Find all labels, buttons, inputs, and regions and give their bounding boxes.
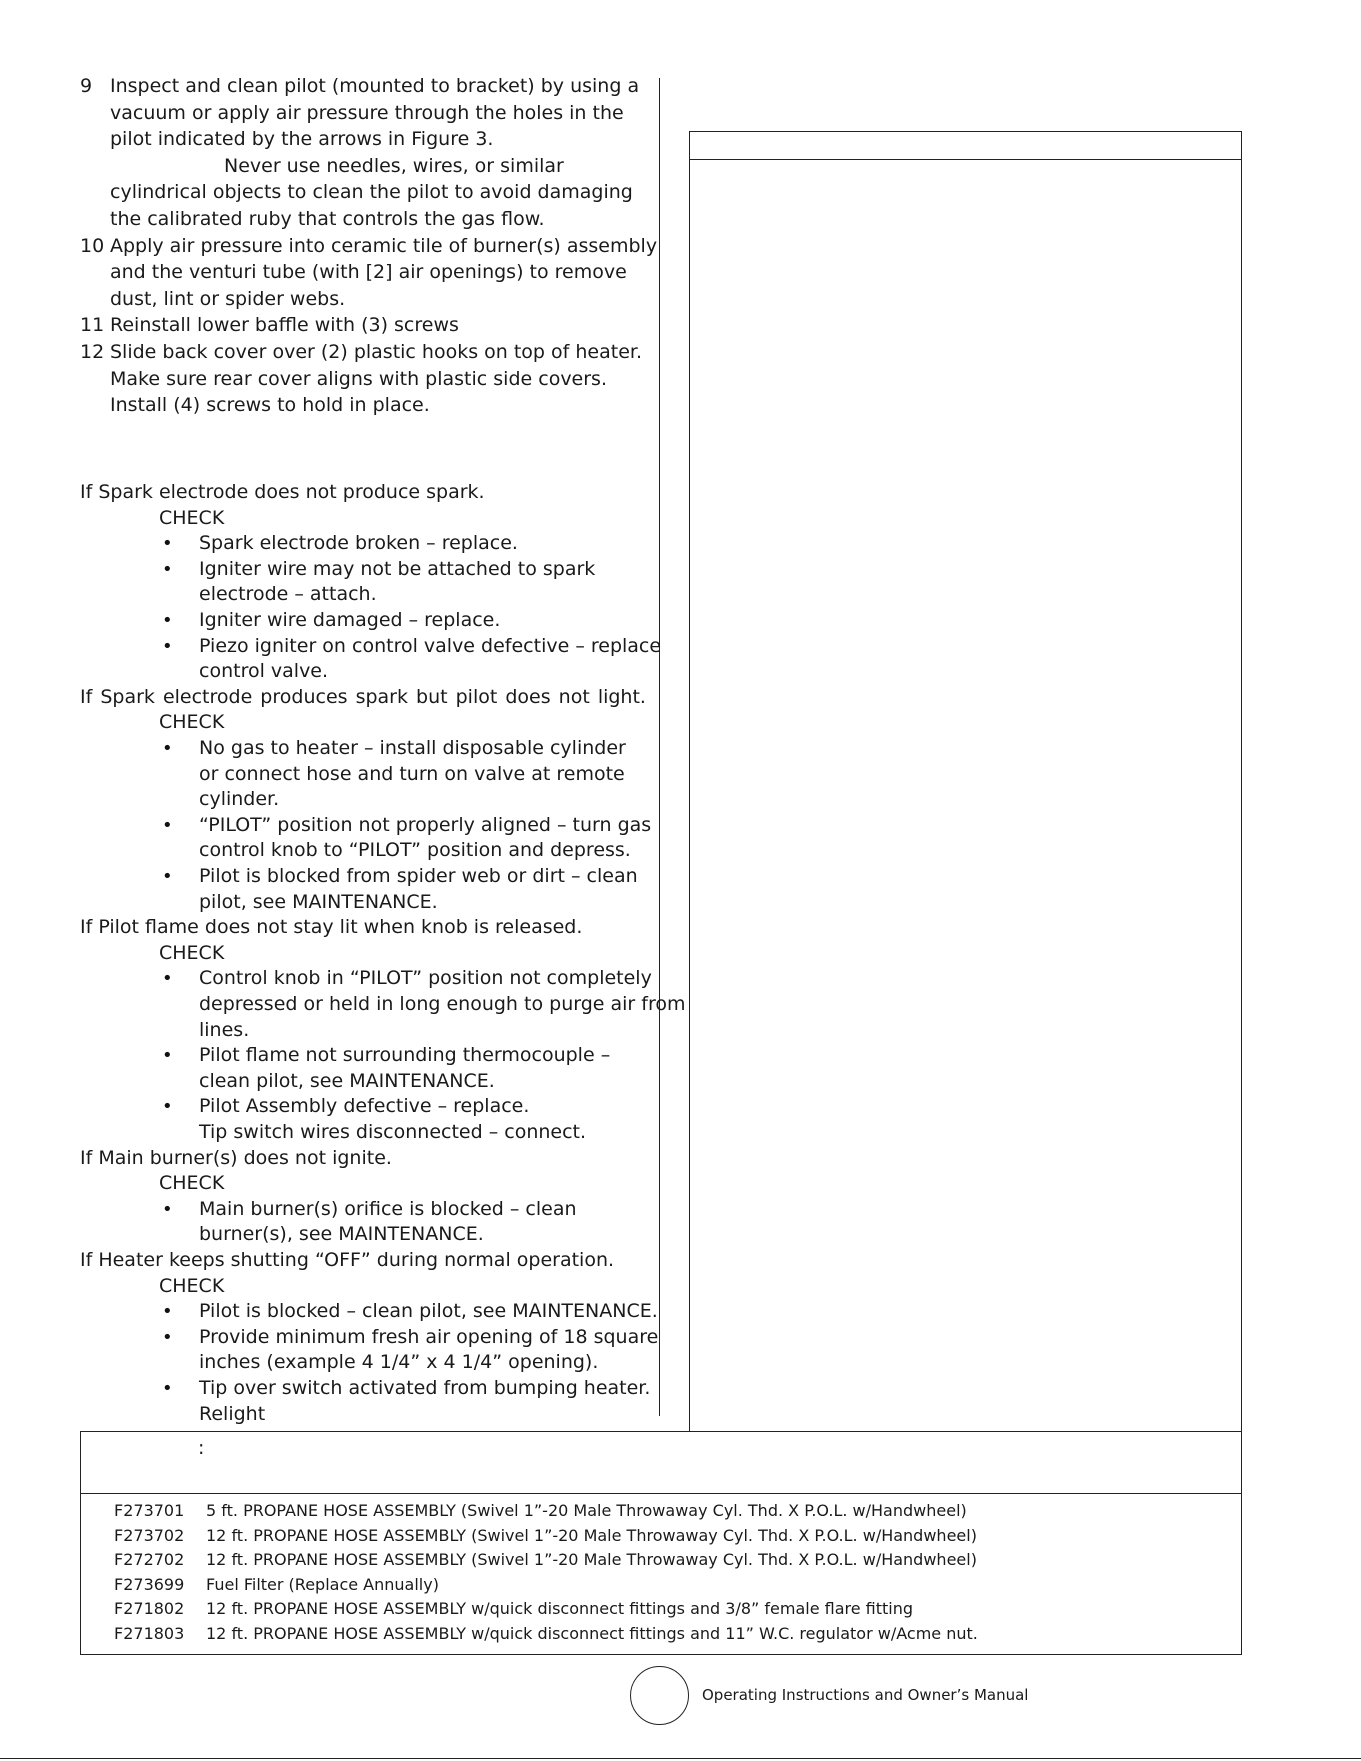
check-item-line: No gas to heater – install disposable cylinder <box>199 737 626 759</box>
check-item-line: Piezo igniter on control valve defective – replace <box>199 634 662 657</box>
part-description: Fuel Filter (Replace Annually) <box>206 1574 439 1594</box>
step-number: 9 <box>80 75 93 97</box>
bullet-icon: • <box>162 533 173 555</box>
right-column-header-rule <box>689 159 1242 160</box>
step-text-line: Slide back cover over (2) plastic hooks on top of heater. <box>110 341 642 363</box>
trouble-condition: If Main burner(s) does not ignite. <box>80 1146 392 1169</box>
part-description: 5 ft. PROPANE HOSE ASSEMBLY (Swivel 1”-20 Male Throwaway Cyl. Thd. X P.O.L. w/Handwheel) <box>206 1501 967 1520</box>
bullet-icon: • <box>162 1326 173 1348</box>
page-number-circle <box>630 1666 689 1725</box>
step-text-line: the calibrated ruby that controls the gas flow. <box>110 208 545 230</box>
step-text-line: Inspect and clean pilot (mounted to bracket) by using a <box>110 75 640 97</box>
trouble-condition: If Heater keeps shutting “OFF” during normal operation. <box>80 1249 615 1271</box>
part-number: F273702 <box>114 1525 185 1545</box>
check-item-line: electrode – attach. <box>199 583 377 606</box>
parts-header-mark: : <box>198 1437 205 1459</box>
step-text-line: and the venturi tube (with [2] air openings) to remove <box>110 261 627 284</box>
check-label: CHECK <box>159 711 225 734</box>
step-text-line: cylindrical objects to clean the pilot to avoid damaging <box>110 181 633 204</box>
check-item-line: control valve. <box>199 660 329 683</box>
part-description: 12 ft. PROPANE HOSE ASSEMBLY w/quick disconnect fittings and 11” W.C. regulator w/Acme nut. <box>206 1624 978 1643</box>
bullet-icon: • <box>162 1378 173 1399</box>
check-item-line: Relight <box>199 1402 266 1425</box>
check-item-line: Igniter wire may not be attached to spark <box>199 557 596 580</box>
bullet-icon: • <box>162 968 173 990</box>
part-number: F271803 <box>114 1624 185 1643</box>
check-item-line: burner(s), see MAINTENANCE. <box>199 1223 484 1246</box>
step-number: 10 <box>80 234 105 257</box>
check-item-line: Control knob in “PILOT” position not completely <box>199 967 652 990</box>
trouble-condition: If Pilot flame does not stay lit when knob is released. <box>80 916 583 939</box>
check-label: CHECK <box>159 1274 225 1297</box>
footer-manual-title: Operating Instructions and Owner’s Manual <box>702 1686 1029 1704</box>
check-item-line: Provide minimum fresh air opening of 18 square <box>199 1325 659 1348</box>
check-item-line: or connect hose and turn on valve at remote <box>199 762 625 785</box>
check-item-line: control knob to “PILOT” position and depress. <box>199 839 631 862</box>
trouble-condition: If Spark electrode produces spark but pilot does not light. <box>80 685 646 708</box>
parts-header-rule <box>80 1493 1242 1494</box>
bullet-icon: • <box>162 738 173 759</box>
check-item-line: inches (example 4 1/4” x 4 1/4” opening). <box>199 1351 599 1374</box>
bullet-icon: • <box>162 635 173 657</box>
part-description: 12 ft. PROPANE HOSE ASSEMBLY w/quick disconnect fittings and 3/8” female flare fitting <box>206 1599 914 1619</box>
bullet-icon: • <box>162 1045 173 1067</box>
check-item-line: Tip over switch activated from bumping heater. <box>199 1377 651 1399</box>
page-bottom-rule <box>0 1758 1361 1759</box>
bullet-icon: • <box>162 1198 173 1220</box>
trouble-condition: If Spark electrode does not produce spark. <box>80 481 485 503</box>
step-number: 11 <box>80 314 105 337</box>
bullet-icon: • <box>162 1096 173 1118</box>
step-text-line: dust, lint or spider webs. <box>110 287 346 310</box>
part-number: F273699 <box>114 1574 185 1594</box>
step-text-line: Never use needles, wires, or similar <box>224 154 564 177</box>
right-column-frame <box>689 131 1242 1432</box>
step-text-line: Make sure rear cover aligns with plastic side covers. <box>110 367 607 390</box>
step-text-line: Install (4) screws to hold in place. <box>110 394 430 417</box>
check-item-line: “PILOT” position not properly aligned – turn gas <box>199 813 652 836</box>
step-number: 12 <box>80 341 105 363</box>
bullet-icon: • <box>162 814 173 836</box>
check-item-line: Main burner(s) orifice is blocked – clean <box>199 1197 577 1220</box>
check-label: CHECK <box>159 1172 225 1195</box>
bullet-icon: • <box>162 866 173 887</box>
check-item-line: Igniter wire damaged – replace. <box>199 609 501 631</box>
column-divider <box>659 78 660 1416</box>
check-item-line: Pilot is blocked – clean pilot, see MAINTENANCE. <box>199 1300 658 1323</box>
bullet-icon: • <box>162 610 173 631</box>
check-label: CHECK <box>159 941 225 964</box>
check-item-line: cylinder. <box>199 788 280 811</box>
check-item-line: lines. <box>199 1018 250 1041</box>
part-number: F273701 <box>114 1501 185 1520</box>
check-item-line: Pilot Assembly defective – replace. <box>199 1095 530 1118</box>
step-text-line: vacuum or apply air pressure through the holes in the <box>110 101 624 124</box>
check-item-line: Tip switch wires disconnected – connect. <box>199 1121 587 1143</box>
part-description: 12 ft. PROPANE HOSE ASSEMBLY (Swivel 1”-20 Male Throwaway Cyl. Thd. X P.O.L. w/Handwheel) <box>206 1525 977 1545</box>
check-label: CHECK <box>159 506 225 529</box>
part-number: F272702 <box>114 1550 185 1570</box>
step-text-line: Reinstall lower baffle with (3) screws <box>110 314 459 337</box>
part-number: F271802 <box>114 1599 185 1619</box>
step-text-line: pilot indicated by the arrows in Figure 3. <box>110 128 494 151</box>
check-item-line: depressed or held in long enough to purge air from <box>199 993 686 1015</box>
check-item-line: Pilot is blocked from spider web or dirt – clean <box>199 865 638 887</box>
check-item-line: pilot, see MAINTENANCE. <box>199 890 438 913</box>
bullet-icon: • <box>162 1301 173 1323</box>
step-text-line: Apply air pressure into ceramic tile of burner(s) assembly <box>110 234 658 257</box>
check-item-line: Spark electrode broken – replace. <box>199 532 518 555</box>
check-item-line: Pilot flame not surrounding thermocouple – <box>199 1044 611 1067</box>
check-item-line: clean pilot, see MAINTENANCE. <box>199 1069 495 1092</box>
part-description: 12 ft. PROPANE HOSE ASSEMBLY (Swivel 1”-20 Male Throwaway Cyl. Thd. X P.O.L. w/Handwheel) <box>206 1550 977 1570</box>
bullet-icon: • <box>162 558 173 580</box>
